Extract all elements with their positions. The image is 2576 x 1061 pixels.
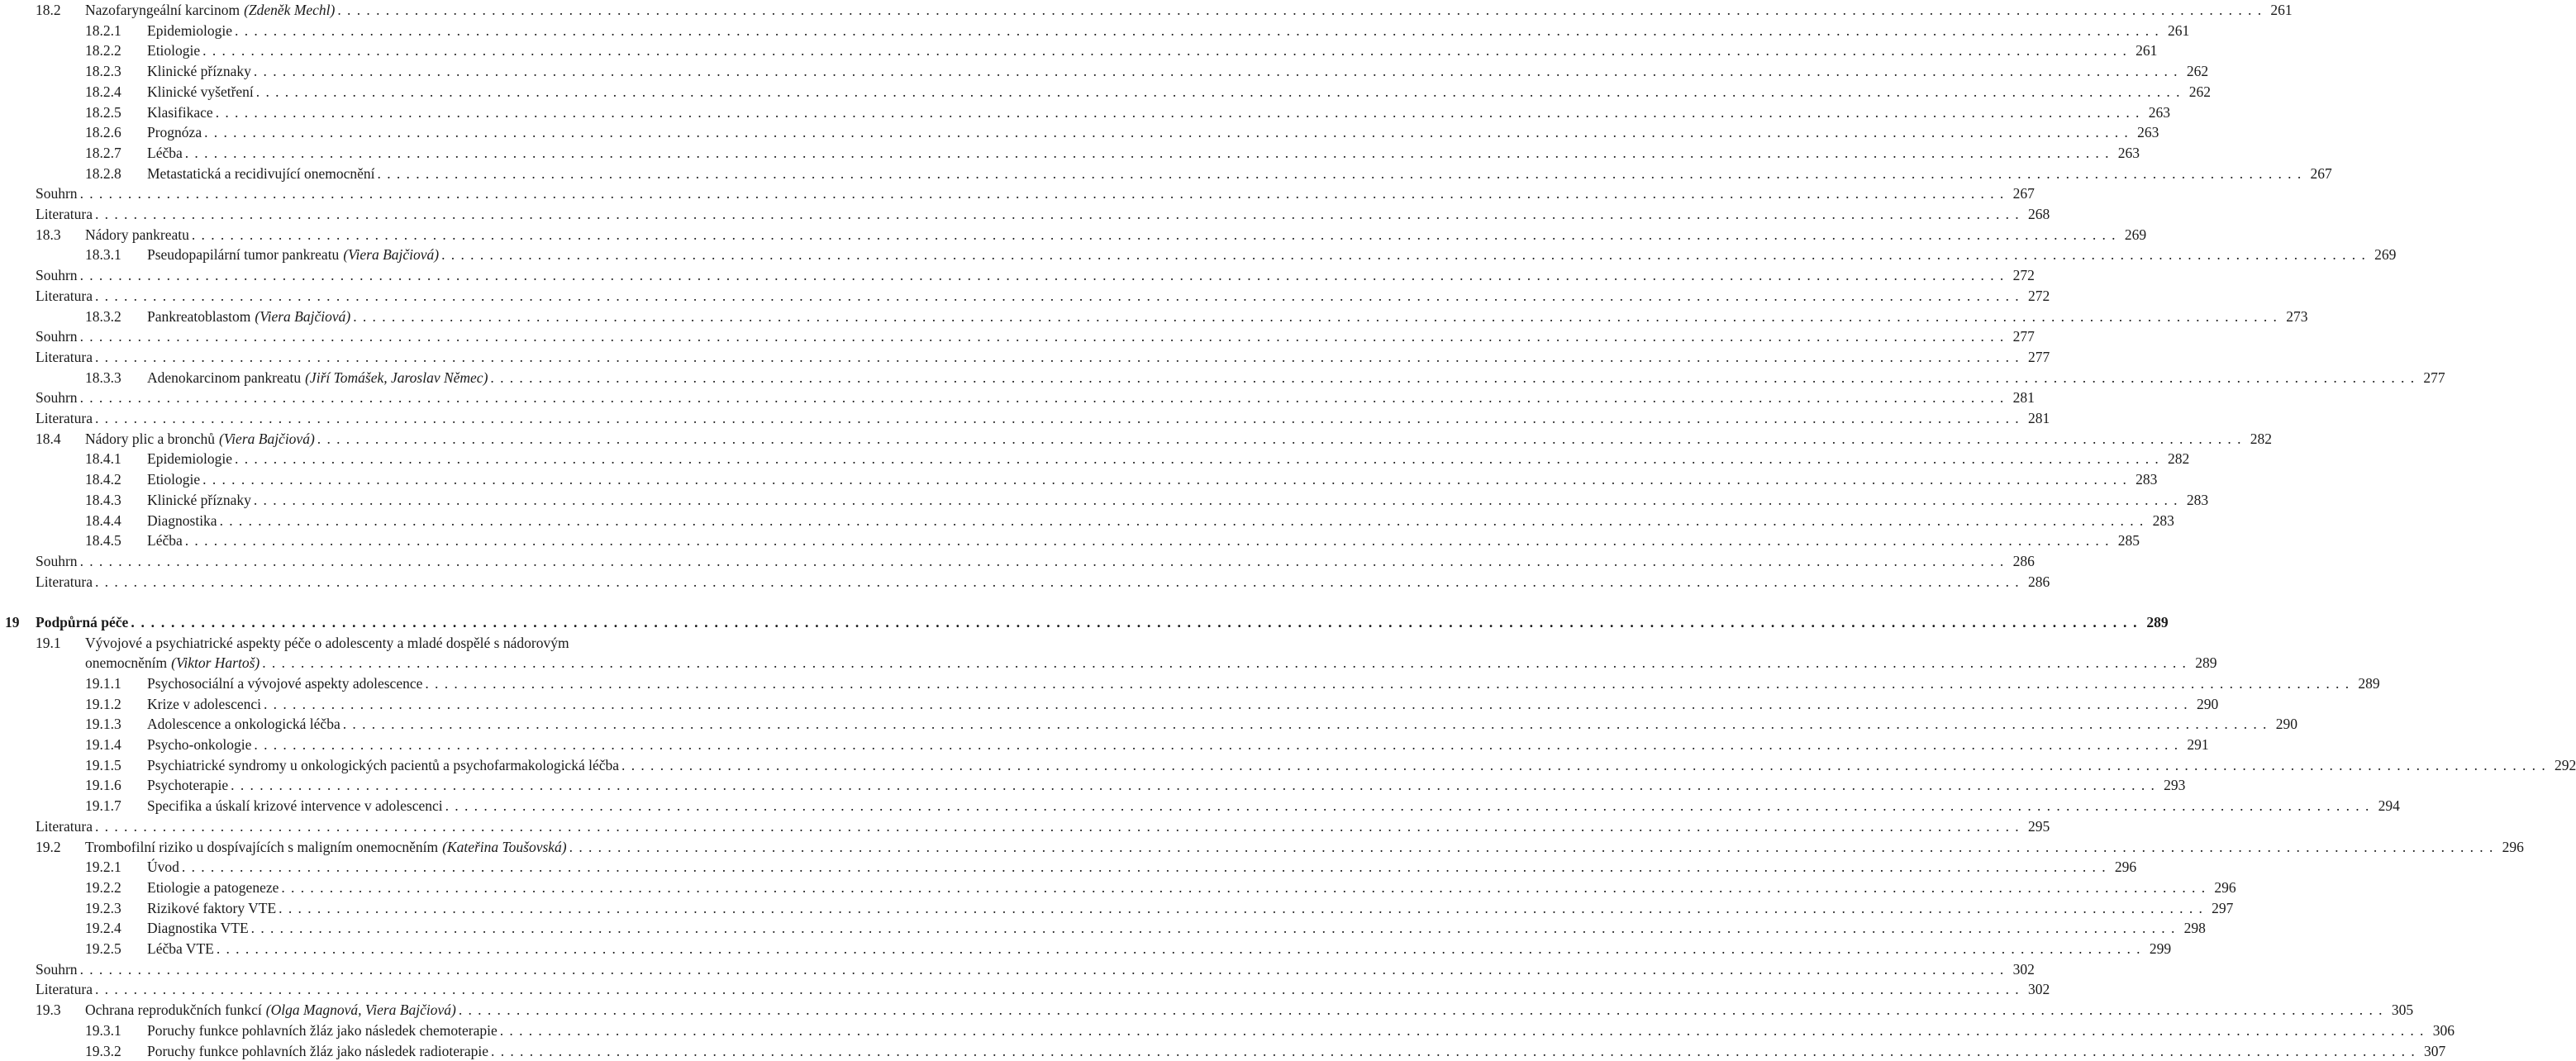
page-number: 289: [2195, 654, 2217, 672]
entry-number: 19.3.1: [85, 1021, 121, 1039]
dot-leader: ........................................................................................................................................................................................................: [255, 83, 2186, 100]
dot-leader: ........................................................................................................................................................................................................: [279, 899, 2209, 916]
page-number: 296: [2502, 838, 2524, 855]
toc-entry[interactable]: [0, 61, 2209, 81]
entry-title: Podpůrná péče: [36, 613, 129, 630]
page-number: 283: [2136, 471, 2158, 488]
dot-leader: ........................................................................................................................................................................................................: [94, 410, 2025, 426]
entry-number: 18.3.1: [85, 246, 121, 264]
toc-entry[interactable]: [0, 714, 2297, 734]
toc-entry[interactable]: [0, 307, 2308, 326]
entry-number: 19.1.4: [85, 736, 121, 753]
toc-entry[interactable]: [0, 939, 2172, 959]
page-number: 272: [2012, 267, 2035, 284]
entry-title: Psychosociální a vývojové aspekty adolescence: [147, 674, 423, 692]
dot-leader: ........................................................................................................................................................................................................: [445, 797, 2375, 815]
page-number: 290: [2196, 695, 2219, 712]
entry-title: Souhrn: [36, 960, 78, 978]
page-number: 290: [2275, 716, 2297, 733]
toc-entry[interactable]: [0, 388, 2035, 407]
entry-title: Literatura: [36, 573, 93, 590]
toc-entry[interactable]: [0, 40, 2158, 60]
entry-number: 18.2.8: [85, 164, 121, 182]
page-number: 299: [2149, 940, 2172, 957]
dot-leader: ........................................................................................................................................................................................................: [262, 654, 2193, 672]
entry-number: 18.3: [36, 226, 61, 243]
chapter-entry[interactable]: [0, 612, 2169, 632]
toc-entry[interactable]: [0, 21, 2190, 40]
page-number: 277: [2012, 328, 2035, 345]
entry-title: Etiologie: [147, 42, 201, 59]
page-number: 306: [2432, 1021, 2455, 1039]
entry-title: Úvod: [147, 859, 179, 876]
toc-entry[interactable]: [0, 511, 2174, 530]
page-number: 289: [2146, 613, 2169, 630]
toc-entry[interactable]: [0, 898, 2234, 918]
entry-title: Diagnostika: [147, 511, 217, 529]
entry-number: 19.2.5: [85, 940, 121, 957]
page-number: 269: [2374, 246, 2397, 264]
entry-number: 18.2.2: [85, 42, 121, 59]
entry-author: (Viera Bajčiová): [218, 430, 315, 447]
entry-number: 18.3.2: [85, 307, 121, 325]
dot-leader: ........................................................................................................................................................................................................: [621, 756, 2552, 773]
page-number: 263: [2117, 144, 2140, 161]
entry-title: Léčba: [147, 532, 183, 550]
page-number: 286: [2027, 573, 2050, 590]
toc-entry[interactable]: [0, 0, 2293, 20]
dot-leader: ........................................................................................................................................................................................................: [79, 267, 2010, 284]
dot-leader: ........................................................................................................................................................................................................: [337, 2, 2268, 18]
entry-number: 19.1.6: [85, 777, 121, 794]
toc-entry[interactable]: [0, 368, 2445, 388]
entry-title: Klinické vyšetření: [147, 83, 254, 100]
entry-title: Literatura: [36, 817, 93, 835]
toc-entry[interactable]: [0, 878, 2236, 897]
entry-title: Adolescence a onkologická léčba: [147, 716, 340, 733]
entry-number: 19.1.3: [85, 716, 121, 733]
entry-number: 18.4.4: [85, 511, 121, 529]
page-number: 298: [2183, 920, 2206, 937]
toc-entry[interactable]: [0, 102, 2170, 122]
page-number: 261: [2168, 21, 2190, 39]
entry-title: Psycho-onkologie: [147, 736, 252, 753]
dot-leader: ........................................................................................................................................................................................................: [254, 736, 2184, 753]
entry-title: Poruchy funkce pohlavních žláz jako následek chemoterapie: [147, 1021, 498, 1039]
toc-entry[interactable]: [0, 775, 2186, 795]
toc-entry[interactable]: [0, 735, 2209, 754]
entry-title: Vývojové a psychiatrické aspekty péče o adolescenty a mladé dospělé s nádorovým: [85, 634, 569, 651]
entry-number: 18.4.1: [85, 450, 121, 468]
dot-leader: ........................................................................................................................................................................................................: [425, 674, 2355, 692]
dot-leader: ........................................................................................................................................................................................................: [191, 226, 2121, 243]
toc-entry[interactable]: [0, 1041, 2446, 1061]
entry-title: Literatura: [36, 287, 93, 304]
entry-number: 19.2.4: [85, 920, 121, 937]
entry-number: 19.1.1: [85, 674, 121, 692]
page-number: 272: [2027, 287, 2050, 304]
page-number: 269: [2124, 226, 2147, 243]
entry-title: Pankreatoblastom: [147, 307, 251, 325]
page-number: 273: [2286, 307, 2308, 325]
entry-title: Souhrn: [36, 185, 78, 202]
dot-leader: ........................................................................................................................................................................................................: [181, 859, 2112, 876]
entry-author: (Olga Magnová, Viera Bajčiová): [265, 1002, 456, 1019]
entry-title: Trombofilní riziko u dospívajících s maligním onemocněním: [85, 838, 439, 855]
entry-author: (Zdeněk Mechl): [244, 2, 336, 18]
toc-entry[interactable]: [0, 857, 2137, 877]
page-number: 282: [2250, 430, 2273, 447]
dot-leader: ........................................................................................................................................................................................................: [458, 1002, 2388, 1019]
page-number: 295: [2027, 817, 2050, 835]
toc-entry[interactable]: [0, 959, 2035, 979]
dot-leader: ........................................................................................................................................................................................................: [569, 838, 2499, 855]
toc-entry[interactable]: [0, 796, 2400, 816]
toc-entry[interactable]: [0, 694, 2219, 714]
entry-title: Klinické příznaky: [147, 63, 251, 80]
page-number: 261: [2270, 2, 2293, 18]
dot-leader: ........................................................................................................................................................................................................: [216, 940, 2146, 957]
dot-leader: ........................................................................................................................................................................................................: [131, 613, 2144, 630]
dot-leader: ........................................................................................................................................................................................................: [79, 328, 2010, 345]
entry-title: Epidemiologie: [147, 450, 233, 468]
dot-leader: ........................................................................................................................................................................................................: [250, 920, 2181, 937]
dot-leader: ........................................................................................................................................................................................................: [342, 716, 2273, 733]
page-number: 263: [2137, 124, 2159, 141]
toc-entry[interactable]: [0, 225, 2147, 245]
entry-number: 18.4: [36, 430, 61, 447]
entry-number: 19.1.2: [85, 695, 121, 712]
entry-title: Adenokarcinom pankreatu: [147, 369, 302, 386]
toc-entry[interactable]: [0, 408, 2050, 428]
toc-entry[interactable]: [0, 816, 2050, 836]
dot-leader: ........................................................................................................................................................................................................: [281, 878, 2212, 896]
page-number: 302: [2027, 981, 2050, 998]
dot-leader: ........................................................................................................................................................................................................: [353, 307, 2283, 325]
page-number: 291: [2187, 736, 2209, 753]
toc-entry[interactable]: [0, 653, 2217, 673]
toc-entry[interactable]: [0, 82, 2212, 102]
entry-title: Krize v adolescenci: [147, 695, 261, 712]
entry-title: Klasifikace: [147, 103, 213, 121]
dot-leader: ........................................................................................................................................................................................................: [215, 103, 2145, 121]
toc-entry[interactable]: [0, 1000, 2414, 1020]
entry-title: Léčba VTE: [147, 940, 214, 957]
toc-entry[interactable]: [0, 326, 2035, 346]
toc-entry[interactable]: [0, 265, 2035, 285]
entry-title: Pseudopapilární tumor pankreatu: [147, 246, 340, 264]
dot-leader: ........................................................................................................................................................................................................: [490, 369, 2421, 386]
toc-entry[interactable]: [0, 204, 2050, 224]
entry-title: Nádory pankreatu: [85, 226, 189, 243]
entry-number: 18.2.1: [85, 21, 121, 39]
page-number: 297: [2212, 899, 2234, 916]
toc-entry[interactable]: [0, 551, 2035, 571]
toc-entry[interactable]: [0, 286, 2050, 306]
entry-title: Diagnostika VTE: [147, 920, 249, 937]
toc-entry[interactable]: [0, 755, 2576, 775]
page-number: 285: [2117, 532, 2140, 550]
dot-leader: ........................................................................................................................................................................................................: [253, 491, 2183, 508]
entry-title: Souhrn: [36, 267, 78, 284]
page-number: 289: [2358, 674, 2380, 692]
page-number: 305: [2391, 1002, 2414, 1019]
entry-title: Poruchy funkce pohlavních žláz jako následek radioterapie: [147, 1042, 489, 1059]
dot-leader: ........................................................................................................................................................................................................: [235, 21, 2165, 39]
dot-leader: ........................................................................................................................................................................................................: [94, 348, 2025, 365]
toc-entry[interactable]: [0, 1021, 2455, 1040]
entry-number: 19.2: [36, 838, 61, 855]
dot-leader: ........................................................................................................................................................................................................: [253, 63, 2183, 80]
dot-leader: ........................................................................................................................................................................................................: [184, 532, 2115, 550]
dot-leader: ........................................................................................................................................................................................................: [263, 695, 2193, 712]
entry-title: Psychoterapie: [147, 777, 229, 794]
entry-number: 18.4.3: [85, 491, 121, 508]
toc-entry[interactable]: [0, 530, 2140, 550]
page-number: 302: [2012, 960, 2035, 978]
dot-leader: ........................................................................................................................................................................................................: [184, 144, 2115, 161]
entry-number: 18.2: [36, 2, 61, 18]
page-number: 283: [2186, 491, 2209, 508]
toc-entry[interactable]: [0, 143, 2140, 163]
entry-number: 19.2.1: [85, 859, 121, 876]
dot-leader: ........................................................................................................................................................................................................: [94, 573, 2025, 590]
page-number: 277: [2423, 369, 2445, 386]
dot-leader: ........................................................................................................................................................................................................: [491, 1042, 2421, 1059]
dot-leader: ........................................................................................................................................................................................................: [219, 511, 2150, 529]
toc-entry[interactable]: [0, 183, 2035, 203]
toc-entry[interactable]: [0, 572, 2050, 592]
page-number: 293: [2164, 777, 2186, 794]
dot-leader: ........................................................................................................................................................................................................: [79, 552, 2010, 569]
toc-entry[interactable]: [0, 633, 779, 653]
toc-entry[interactable]: [0, 490, 2209, 510]
page-number: 267: [2310, 164, 2332, 182]
entry-title: Souhrn: [36, 389, 78, 407]
entry-title: Literatura: [36, 206, 93, 222]
entry-title: Specifika a úskalí krizové intervence v adolescenci: [147, 797, 443, 815]
entry-title: Ochrana reprodukčních funkcí: [85, 1002, 262, 1019]
entry-number: 19.1: [36, 634, 61, 651]
entry-number: 18.2.7: [85, 144, 121, 161]
page-number: 296: [2214, 878, 2236, 896]
dot-leader: ........................................................................................................................................................................................................: [231, 777, 2161, 794]
toc-entry[interactable]: [0, 122, 2159, 142]
entry-title: Etiologie: [147, 471, 201, 488]
entry-number: 18.4.2: [85, 471, 121, 488]
dot-leader: ........................................................................................................................................................................................................: [377, 164, 2307, 182]
entry-author: (Jiří Tomášek, Jaroslav Němec): [305, 369, 488, 386]
entry-title: Souhrn: [36, 552, 78, 569]
entry-number: 19.2.2: [85, 878, 121, 896]
entry-title: Epidemiologie: [147, 21, 233, 39]
entry-title: Metastatická a recidivující onemocnění: [147, 164, 375, 182]
entry-title: Literatura: [36, 348, 93, 365]
entry-title: Rizikové faktory VTE: [147, 899, 277, 916]
toc-entry[interactable]: [0, 837, 2524, 857]
dot-leader: ........................................................................................................................................................................................................: [79, 185, 2010, 202]
dot-leader: ........................................................................................................................................................................................................: [235, 450, 2165, 468]
entry-title: Nazofaryngeální karcinom: [85, 2, 240, 18]
entry-number: 18.2.3: [85, 63, 121, 80]
entry-number: 19.3: [36, 1002, 61, 1019]
dot-leader: ........................................................................................................................................................................................................: [94, 287, 2025, 304]
toc-entry[interactable]: [0, 245, 2397, 264]
dot-leader: ........................................................................................................................................................................................................: [202, 42, 2133, 59]
entry-title: Etiologie a patogeneze: [147, 878, 279, 896]
page-number: 281: [2012, 389, 2035, 407]
entry-number: 18.3.3: [85, 369, 121, 386]
page-number: 281: [2027, 410, 2050, 426]
entry-number: 19.2.3: [85, 899, 121, 916]
dot-leader: ........................................................................................................................................................................................................: [79, 960, 2010, 978]
entry-number: 19: [5, 613, 20, 630]
entry-author: (Viera Bajčiová): [343, 246, 440, 264]
dot-leader: ........................................................................................................................................................................................................: [204, 124, 2135, 141]
toc-entry[interactable]: [0, 449, 2190, 469]
toc-entry[interactable]: [0, 918, 2206, 938]
toc-entry[interactable]: [0, 347, 2050, 367]
entry-title: Nádory plic a bronchů: [85, 430, 215, 447]
page-number: 277: [2027, 348, 2050, 365]
toc-entry[interactable]: [0, 469, 2158, 489]
entry-title: Prognóza: [147, 124, 202, 141]
entry-number: 19.1.7: [85, 797, 121, 815]
page-number: 296: [2114, 859, 2137, 876]
dot-leader: ........................................................................................................................................................................................................: [94, 981, 2025, 998]
page-number: 283: [2152, 511, 2174, 529]
toc-entry[interactable]: [0, 164, 2332, 183]
dot-leader: ........................................................................................................................................................................................................: [94, 817, 2025, 835]
dot-leader: ........................................................................................................................................................................................................: [499, 1021, 2430, 1039]
entry-number: 19.1.5: [85, 756, 121, 773]
page-number: 267: [2012, 185, 2035, 202]
dot-leader: ........................................................................................................................................................................................................: [317, 430, 2247, 447]
entry-title: Souhrn: [36, 328, 78, 345]
page-number: 307: [2424, 1042, 2446, 1059]
page-number: 268: [2027, 206, 2050, 222]
page-number: 262: [2188, 83, 2212, 100]
dot-leader: ........................................................................................................................................................................................................: [202, 471, 2133, 488]
entry-author: (Kateřina Toušovská): [442, 838, 567, 855]
page-number: 262: [2186, 63, 2209, 80]
page-number: 261: [2136, 42, 2158, 59]
toc-entry[interactable]: [0, 673, 2380, 693]
entry-title: onemocněním: [85, 654, 168, 672]
dot-leader: ........................................................................................................................................................................................................: [94, 206, 2025, 222]
page-number: 292: [2555, 756, 2576, 773]
page-number: 286: [2012, 552, 2035, 569]
entry-title: Léčba: [147, 144, 183, 161]
entry-number: 18.2.5: [85, 103, 121, 121]
toc-entry[interactable]: [0, 979, 2050, 999]
dot-leader: ........................................................................................................................................................................................................: [441, 246, 2372, 264]
page-number: 282: [2168, 450, 2190, 468]
entry-number: 18.4.5: [85, 532, 121, 550]
entry-author: (Viktor Hartoš): [171, 654, 260, 672]
entry-title: Klinické příznaky: [147, 491, 251, 508]
entry-title: Literatura: [36, 981, 93, 998]
page-number: 263: [2148, 103, 2170, 121]
entry-title: Literatura: [36, 410, 93, 426]
dot-leader: ........................................................................................................................................................................................................: [79, 389, 2010, 407]
toc-entry[interactable]: [0, 429, 2273, 449]
entry-author: (Viera Bajčiová): [255, 307, 351, 325]
entry-title: Psychiatrické syndromy u onkologických pacientů a psychofarmakologická léčba: [147, 756, 620, 773]
entry-number: 19.3.2: [85, 1042, 121, 1059]
entry-number: 18.2.4: [85, 83, 121, 100]
page-number: 294: [2378, 797, 2400, 815]
entry-number: 18.2.6: [85, 124, 121, 141]
